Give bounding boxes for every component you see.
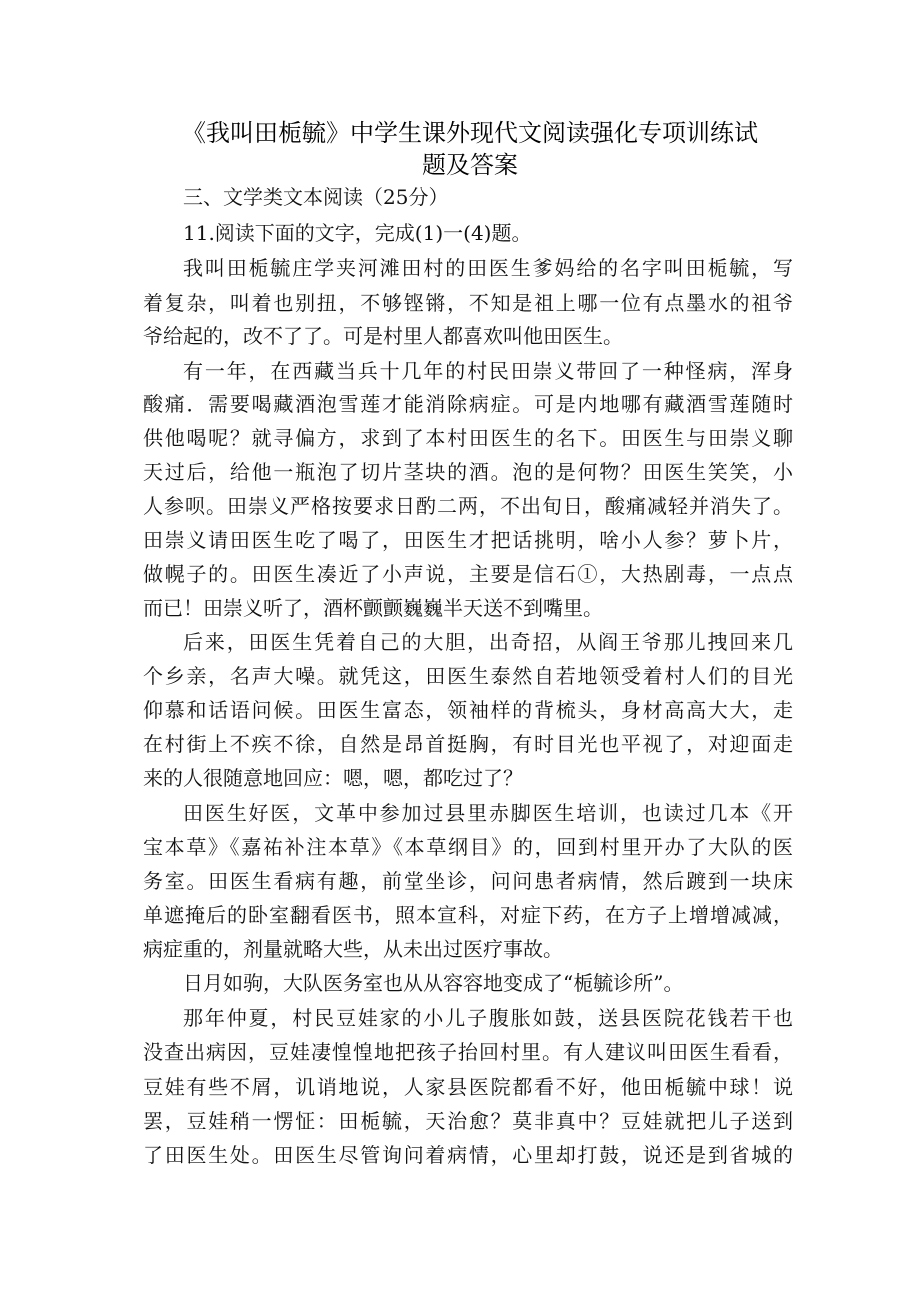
paragraph-3-line-1: 后来，田医生凭着自己的大胆，出奇招，从阎王爷那儿拽回来几 [183, 630, 793, 654]
paragraph-4-line-5: 病症重的，剂量就略大些，从未出过医疗事故。 [143, 937, 563, 961]
document-title-line-2: 题及答案 [422, 151, 518, 179]
paragraph-5-line-1: 日月如驹，大队医务室也从从容容地变成了“栀毓诊所”。 [183, 971, 684, 995]
paragraph-4-line-2: 宝本草》《嘉祐补注本草》《本草纲目》的，回到村里开办了大队的医 [143, 835, 793, 859]
document-title-line-1: 《我叫田栀毓》中学生课外现代文阅读强化专项训练试 [182, 119, 758, 147]
paragraph-6-line-5: 了田医生处。田医生尽管询问着病情，心里却打鼓，说还是到省城的 [143, 1143, 793, 1167]
paragraph-6-line-2: 没查出病因，豆娃凄惶惶地把孩子抬回村里。有人建议叫田医生看看， [143, 1040, 793, 1064]
paragraph-2-line-8: 而已！田崇义听了，酒杯颤颤巍巍半天送不到嘴里。 [143, 596, 603, 620]
paragraph-1-line-3: 爷给起的，改不了了。可是村里人都喜欢叫他田医生。 [143, 324, 623, 348]
paragraph-3-line-3: 仰慕和话语问候。田医生富态，领袖样的背梳头，身材高高大大，走 [143, 698, 793, 722]
paragraph-4-line-4: 单遮掩后的卧室翻看医书，照本宣科，对症下药，在方子上增增减减， [143, 903, 793, 927]
paragraph-2-line-5: 人参呗。田崇义严格按要求日酌二两，不出旬日，酸痛减轻并消失了。 [143, 494, 793, 518]
paragraph-4-line-1: 田医生好医，文革中参加过县里赤脚医生培训，也读过几本《开 [183, 801, 793, 825]
paragraph-1-line-2: 着复杂，叫着也别扭，不够铿锵，不知是祖上哪一位有点墨水的祖爷 [143, 291, 793, 315]
paragraph-2-line-4: 天过后，给他一瓶泡了切片茎块的酒。泡的是何物？田医生笑笑，小 [143, 460, 793, 484]
paragraph-6-line-3: 豆娃有些不屑，讥诮地说，人家县医院都看不好，他田栀毓中球！说 [143, 1075, 793, 1099]
paragraph-3-line-4: 在村街上不疾不徐，自然是昂首挺胸，有时目光也平视了，对迎面走 [143, 732, 793, 756]
question-prompt: 11.阅读下面的文字，完成(1)一(4)题。 [183, 221, 532, 245]
paragraph-6-line-4: 罢，豆娃稍一愣怔：田栀毓，天治愈？莫非真中？豆娃就把儿子送到 [143, 1109, 793, 1133]
paragraph-3-line-2: 个乡亲，名声大噪。就凭这，田医生泰然自若地领受着村人们的目光 [143, 664, 793, 688]
paragraph-6-line-1: 那年仲夏，村民豆娃家的小儿子腹胀如鼓，送县医院花钱若干也 [183, 1006, 793, 1030]
paragraph-2-line-2: 酸痛．需要喝藏酒泡雪莲才能消除病症。可是内地哪有藏酒雪莲随时 [143, 392, 793, 416]
paragraph-1-line-1: 我叫田栀毓庄学夹河滩田村的田医生爹妈给的名字叫田栀毓，写 [183, 256, 793, 280]
paragraph-2-line-7: 做幌子的。田医生凑近了小声说，主要是信石①，大热剧毒，一点点 [143, 562, 793, 586]
paragraph-2-line-1: 有一年，在西藏当兵十几年的村民田崇义带回了一种怪病，浑身 [183, 359, 793, 383]
section-heading: 三、文学类文本阅读（25分） [183, 185, 449, 209]
paragraph-3-line-5: 来的人很随意地回应：嗯，嗯，都吃过了？ [143, 766, 523, 790]
paragraph-2-line-6: 田崇义请田医生吃了喝了，田医生才把话挑明，啥小人参？萝卜片， [143, 528, 793, 552]
paragraph-2-line-3: 供他喝呢？就寻偏方，求到了本村田医生的名下。田医生与田崇义聊 [143, 426, 793, 450]
paragraph-4-line-3: 务室。田医生看病有趣，前堂坐诊，问问患者病情，然后踱到一块床 [143, 869, 793, 893]
